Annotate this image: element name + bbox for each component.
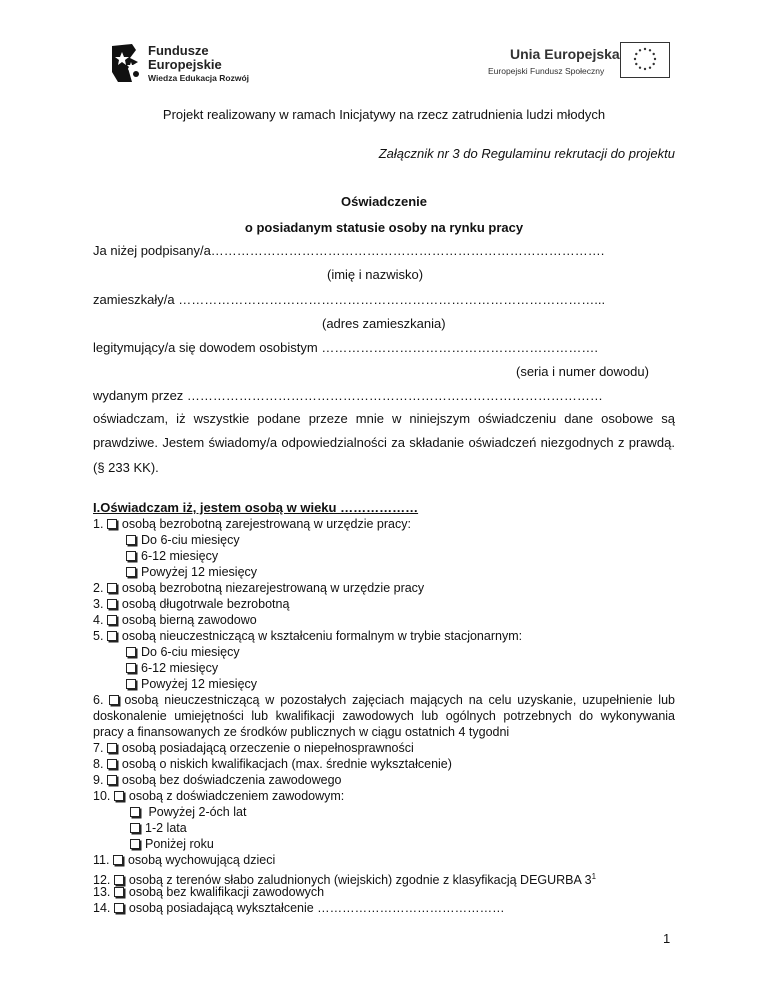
item-number: 11. [93,853,110,867]
item-text: Do 6-ciu miesięcy [141,645,240,659]
list-item [93,596,289,613]
list-item [93,580,424,597]
checkbox[interactable] [107,775,117,785]
address-field-line: zamieszkały/a ……………………………………………………………………………………... [93,292,606,307]
id-caption: (seria i numer dowodu) [516,364,649,379]
item-number: 14. [93,901,111,915]
item-text: osobą bierną zawodowo [121,613,257,627]
item-number: 12. [93,873,111,888]
list-item [93,740,414,757]
declaration-line3: (§ 233 KK). [93,460,159,475]
ue-logo [480,42,670,86]
list-item [126,564,257,581]
item-text: Powyżej 12 miesięcy [141,565,258,579]
checkbox[interactable] [126,567,136,577]
list-item [93,900,505,917]
item-number: 2. [93,581,104,595]
checkbox[interactable] [107,599,117,609]
name-field-line: Ja niżej podpisany/a………………………………………………………………………………. [93,243,605,258]
checkbox[interactable] [114,903,124,913]
checkbox[interactable] [107,583,117,593]
checkbox[interactable] [126,535,136,545]
item-number: 5. [93,629,104,643]
list-item [130,820,187,837]
declaration-line1: oświadczam, iż wszystkie podane przeze mnie w niniejszym oświadczeniu dane osobowe są [93,411,675,426]
project-line: Projekt realizowany w ramach Inicjatywy na rzecz zatrudnienia ludzi młodych [162,107,606,122]
item-text: osobą długotrwale bezrobotną [121,597,290,611]
eu-flag-icon [620,42,670,78]
item-text: osobą nieuczestniczącą w pozostałych zajęciach mających na celu uzyskanie, uzupełnienie lub [124,693,675,707]
item-number: 4. [93,613,104,627]
attachment-line: Załącznik nr 3 do Regulaminu rekrutacji do projektu [378,146,675,161]
item-text: osobą posiadającą orzeczenie o niepełnosprawności [121,741,414,755]
checkbox[interactable] [107,519,117,529]
item-text: osobą bez doświadczenia zawodowego [121,773,342,787]
item-text: osobą bezrobotną niezarejestrowaną w urzędzie pracy [121,581,425,595]
title-line1: Oświadczenie [341,194,427,209]
list-item [130,836,214,853]
item-text: osobą nieuczestniczącą w kształceniu formalnym w trybie stacjonarnym: [121,629,523,643]
item-text: 6-12 miesięcy [141,661,219,675]
list-item [93,612,257,629]
checkbox[interactable] [113,855,123,865]
item-text: Powyżej 12 miesięcy [141,677,258,691]
checkbox[interactable] [126,663,136,673]
list-item [93,516,411,533]
list-item [126,676,257,693]
declaration-line2: prawdziwe. Jestem świadomy/a odpowiedzialności za składanie oświadczeń niezgodnych z prawdą. [93,435,675,450]
checkbox[interactable] [126,679,136,689]
list-item [126,644,240,661]
list-item [93,756,452,773]
list-item [93,788,344,805]
list-item [93,852,275,869]
item-text: Do 6-ciu miesięcy [141,533,240,547]
id-field-line: legitymujący/a się dowodem osobistym ………………………………………………………. [93,340,598,355]
fe-logo-line1: Fundusze [148,43,209,58]
checkbox[interactable] [107,743,117,753]
checkbox[interactable] [130,839,140,849]
footnote-marker[interactable]: 1 [591,872,597,881]
address-caption: (adres zamieszkania) [322,316,446,331]
list-item [126,532,240,549]
ue-logo-title: Unia Europejska [510,46,620,62]
checkbox[interactable] [126,551,136,561]
item-text: Powyżej 2-óch lat [145,805,247,819]
item-number: 6. [93,693,104,707]
fe-logo-line3: Wiedza Edukacja Rozwój [148,73,249,83]
item-text-continued: pracy a finansowanych ze środków publicznych w ciągu ostatnich 4 tygodni [93,725,510,739]
section-heading: I.Oświadczam iż, jestem osobą w wieku ……………… [93,500,419,515]
fe-logo-line2: Europejskie [148,57,222,72]
checkbox[interactable] [107,615,117,625]
item-text: osobą bezrobotną zarejestrowaną w urzędzie pracy: [121,517,411,531]
item-number: 8. [93,757,104,771]
checkbox[interactable] [107,759,117,769]
item-number: 3. [93,597,104,611]
item-number: 7. [93,741,104,755]
item-text: osobą wychowującą dzieci [127,853,276,867]
checkbox[interactable] [130,823,140,833]
page-number: 1 [663,931,671,946]
item-text: osobą bez kwalifikacji zawodowych [128,885,325,899]
issued-field-line: wydanym przez …………………………………………………………………………………… [93,388,603,403]
checkbox[interactable] [109,695,119,705]
checkbox[interactable] [114,791,124,801]
fe-logo-emblem-icon [110,42,144,84]
item-text: Poniżej roku [145,837,214,851]
fe-logo [110,42,270,86]
list-item [93,884,324,901]
checkbox[interactable] [114,887,124,897]
item-text: osobą o niskich kwalifikacjach (max. średnie wykształcenie) [121,757,452,771]
list-item [130,804,246,821]
list-item [93,692,675,709]
ue-logo-subtitle: Europejski Fundusz Społeczny [488,66,605,76]
title-line2: o posiadanym statusie osoby na rynku pracy [244,220,524,235]
item-text-continued: doskonalenie umiejętności lub kwalifikacji zawodowych lub ogólnych potrzebnych do wykonywania [93,709,675,723]
checkbox[interactable] [126,647,136,657]
item-number: 10. [93,789,111,803]
item-text: osobą z terenów słabo zaludnionych (wiejskich) zgodnie z klasyfikacją DEGURBA 3 [128,873,592,888]
item-text: osobą posiadającą wykształcenie ……………………………………… [128,901,505,915]
checkbox[interactable] [107,631,117,641]
list-item [126,548,218,565]
item-text: 1-2 lata [145,821,187,835]
item-text: osobą z doświadczeniem zawodowym: [128,789,345,803]
item-number: 9. [93,773,104,787]
item-text: 6-12 miesięcy [141,549,219,563]
list-item [126,660,218,677]
list-item [93,628,522,645]
item-number: 13. [93,885,111,899]
item-number: 1. [93,517,104,531]
name-caption: (imię i nazwisko) [327,267,424,282]
list-item [93,772,342,789]
checkbox[interactable] [130,807,140,817]
